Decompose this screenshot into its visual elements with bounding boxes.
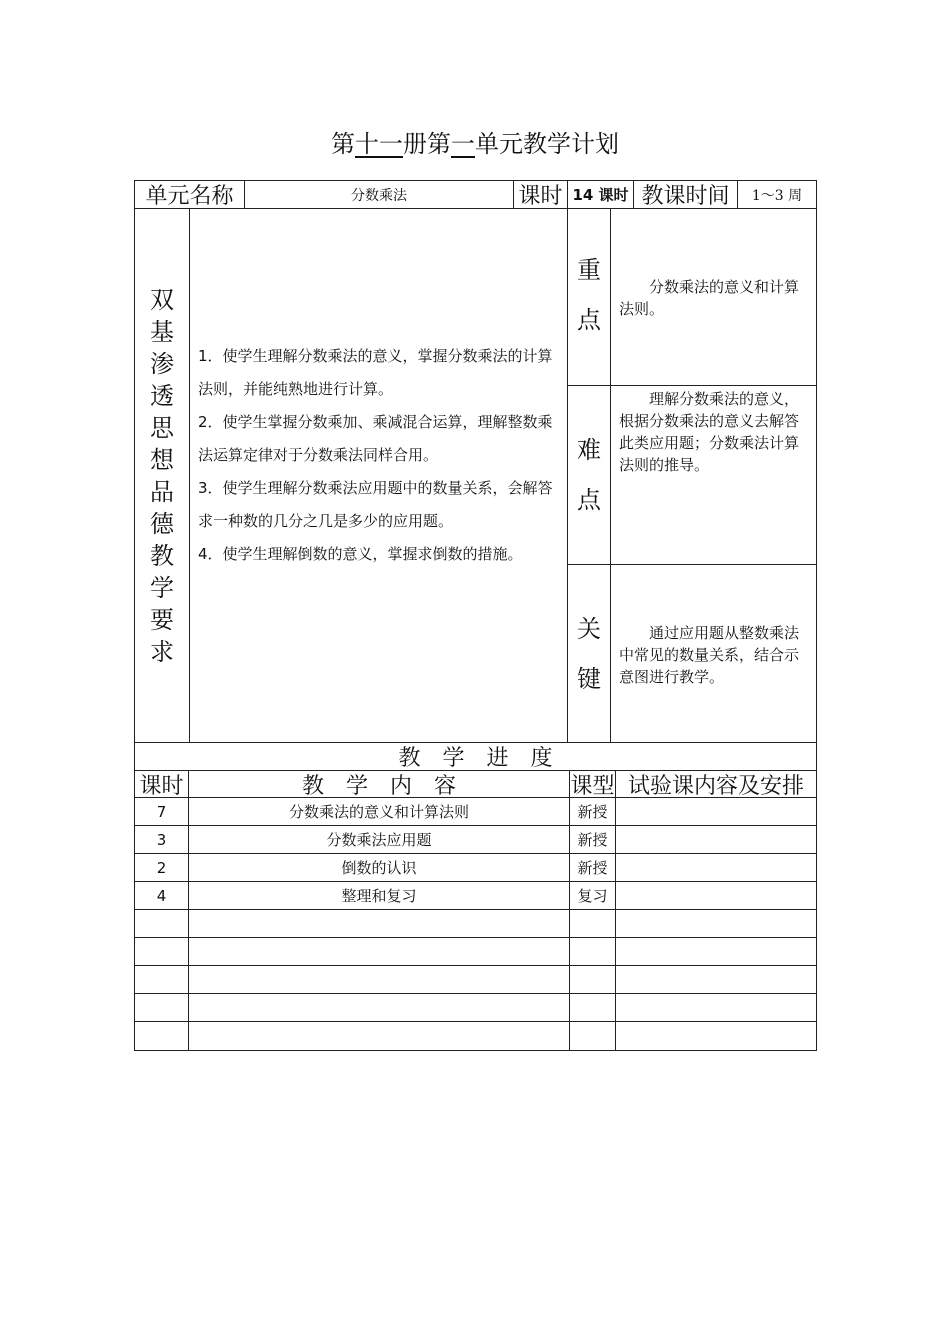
table-row: [135, 910, 188, 937]
table-row: [616, 938, 816, 965]
table-row: 分数乘法应用题: [326, 831, 432, 849]
table-row: [616, 798, 816, 825]
table-row: [570, 1022, 615, 1050]
table-row: 分数乘法的意义和计算法则: [288, 803, 469, 821]
table-row: [616, 1022, 816, 1050]
table-row: [616, 854, 816, 881]
column-header-type: 课型: [570, 773, 615, 797]
table-row: [135, 966, 188, 993]
table-row: 整理和复习: [341, 887, 417, 905]
table-row: 新授: [577, 803, 608, 821]
table-row: [616, 910, 816, 937]
teach-time-label: 教课时间: [641, 184, 730, 208]
requirement-item: 3．使学生理解分数乘法应用题中的数量关系，会解答求一种数的几分之几是多少的应用题。: [198, 479, 553, 530]
key-points-label: 重 点: [577, 256, 601, 334]
table-row: [570, 910, 615, 937]
table-row: [616, 882, 816, 909]
table-row: [189, 994, 569, 1021]
difficulties-text: 理解分数乘法的意义，根据分数乘法的意义去解答此类应用题；分数乘法计算法则的推导。: [619, 390, 800, 474]
teach-time-value: 1～3 周: [751, 187, 803, 204]
unit-name-label: 单元名称: [145, 184, 234, 208]
keys-label: 关 键: [577, 615, 601, 693]
keys-text: 通过应用题从整数乘法中常见的数量关系，结合示意图进行教学。: [619, 624, 800, 686]
table-row: 7: [156, 802, 167, 821]
table-row: 复习: [577, 887, 608, 905]
table-row: 4: [156, 886, 167, 905]
requirement-item: 4．使学生理解倒数的意义，掌握求倒数的措施。: [198, 545, 523, 563]
table-row: [189, 966, 569, 993]
requirement-item: 2．使学生掌握分数乘加、乘减混合运算，理解整数乘法运算定律对于分数乘法同样合用。: [198, 413, 553, 464]
table-row: [189, 910, 569, 937]
table-row: [616, 994, 816, 1021]
table-row: [570, 994, 615, 1021]
table-row: 新授: [577, 859, 608, 877]
column-header-arrangement: 试验课内容及安排: [627, 773, 804, 797]
table-row: [135, 938, 188, 965]
table-row: [135, 1022, 188, 1050]
column-header-hours: 课时: [139, 773, 184, 797]
requirements-label: 双 基 渗 透 思 想 品 德 教 学 要 求: [150, 285, 174, 666]
hours-label: 课时: [518, 184, 563, 208]
table-row: 3: [156, 830, 167, 849]
volume-number: 十一: [355, 130, 403, 158]
progress-title: 教 学 进 度: [398, 746, 553, 770]
difficulties-label: 难 点: [577, 436, 601, 514]
requirement-item: 1．使学生理解分数乘法的意义，掌握分数乘法的计算法则，并能纯熟地进行计算。: [198, 347, 553, 398]
hours-value: 14 课时: [572, 186, 629, 204]
table-row: [189, 1022, 569, 1050]
table-row: 2: [156, 858, 167, 877]
page-title: 第十一册第一单元教学计划: [331, 130, 619, 158]
table-row: 倒数的认识: [341, 859, 417, 877]
requirements-text: [198, 340, 562, 571]
table-row: [570, 938, 615, 965]
table-row: [135, 994, 188, 1021]
table-row: [189, 938, 569, 965]
table-row: [570, 966, 615, 993]
key-points-text: 分数乘法的意义和计算法则。: [619, 278, 800, 318]
table-row: [616, 826, 816, 853]
table-row: 新授: [577, 831, 608, 849]
unit-number: 一: [451, 130, 475, 158]
column-header-content: 教 学 内 容: [301, 773, 456, 797]
unit-name-value: 分数乘法: [351, 187, 407, 204]
table-row: [616, 966, 816, 993]
